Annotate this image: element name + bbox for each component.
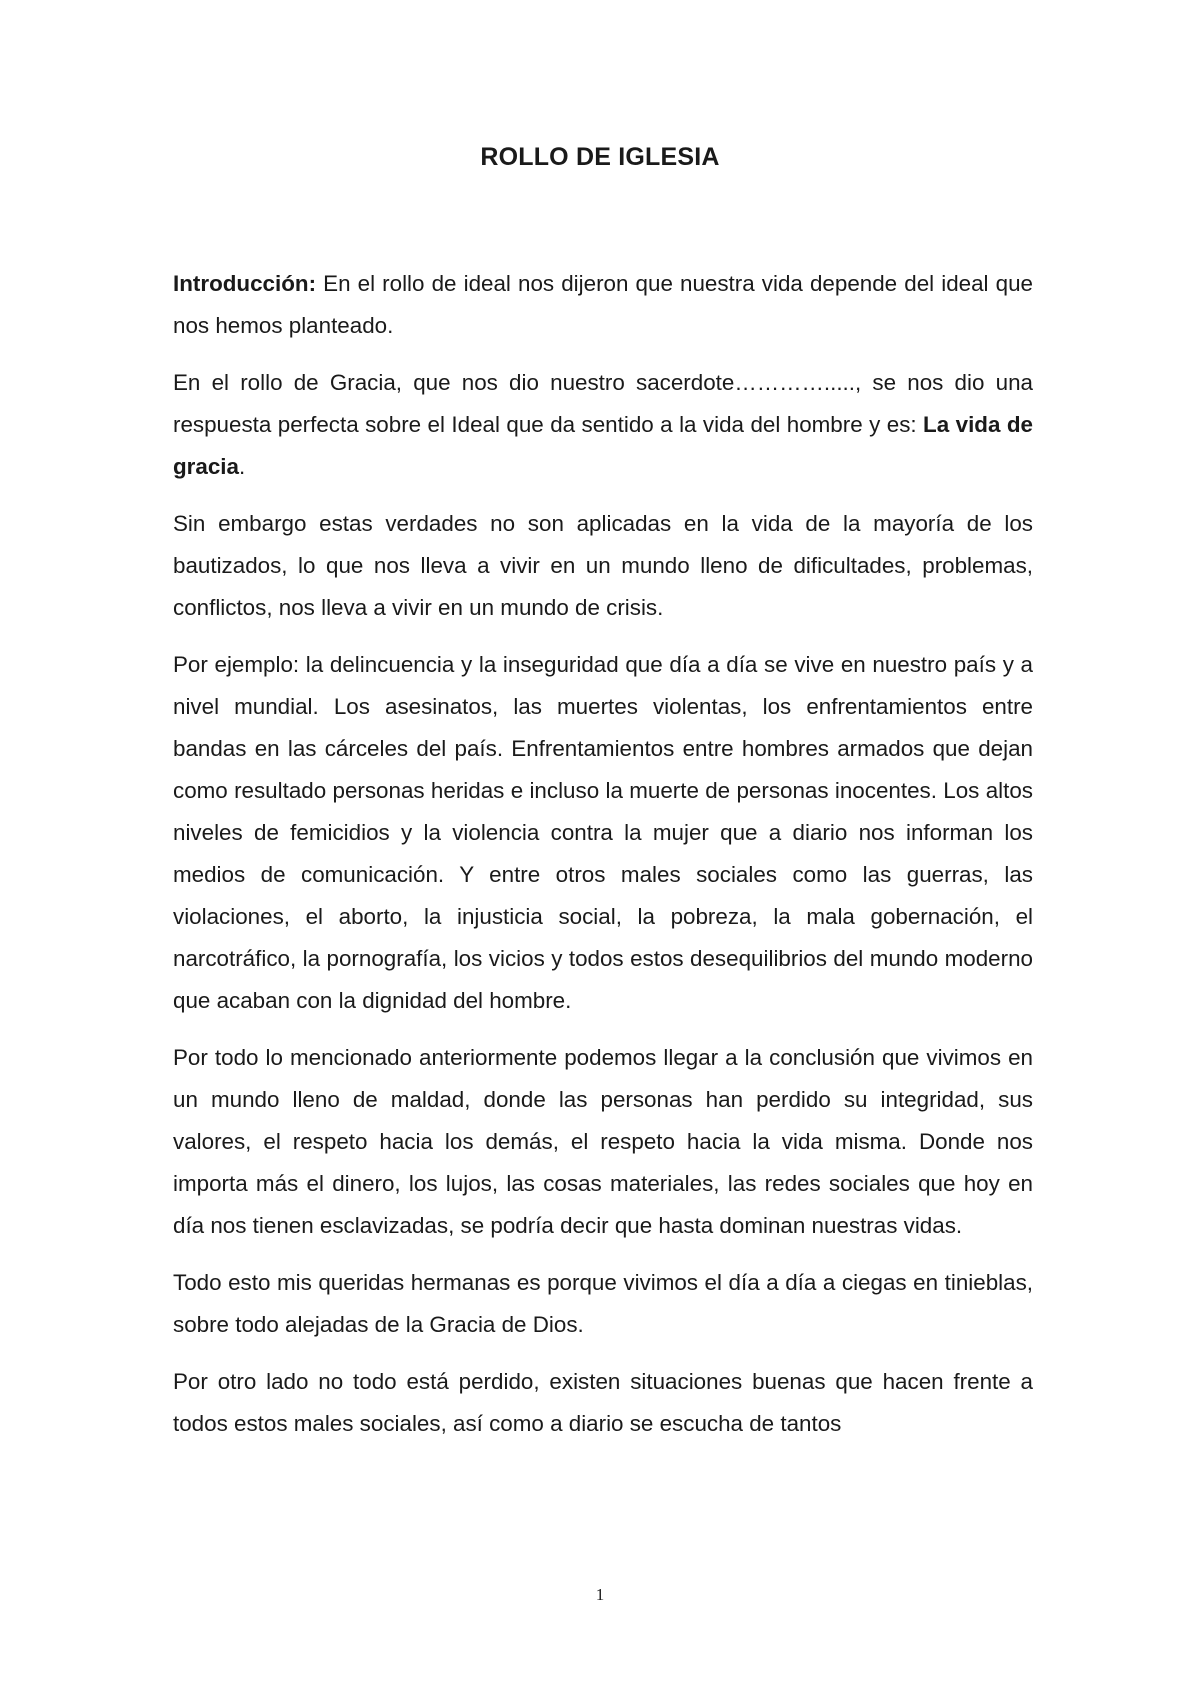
paragraph-introduction xyxy=(173,263,1033,347)
introduction-text: En el rollo de ideal nos dijeron que nuestra vida depende del ideal que nos hemos planteado. xyxy=(173,271,1033,338)
paragraph-ejemplos: Por ejemplo: la delincuencia y la inseguridad que día a día se vive en nuestro país y a nivel mundial. Los asesinatos, las muertes violentas, los enfrentamientos entre bandas en las cárceles del país. Enfrentamientos entre hombres armados que dejan como resultado personas heridas e incluso la muerte de personas inocentes. Los altos niveles de femicidios y la violencia contra la mujer que a diario nos informan los medios de comunicación. Y entre otros males sociales como las guerras, las violaciones, el aborto, la injusticia social, la pobreza, la mala gobernación, el narcotráfico, la pornografía, los vicios y todos estos desequilibrios del mundo moderno que acaban con la dignidad del hombre. xyxy=(173,652,1033,1013)
document-title: ROLLO DE IGLESIA xyxy=(480,143,720,171)
page-number: 1 xyxy=(595,1585,605,1604)
paragraph-tinieblas: Todo esto mis queridas hermanas es porque vivimos el día a día a ciegas en tinieblas, sobre todo alejadas de la Gracia de Dios. xyxy=(173,1270,1033,1337)
paragraph-conclusion: Por todo lo mencionado anteriormente podemos llegar a la conclusión que vivimos en un mundo lleno de maldad, donde las personas han perdido su integridad, sus valores, el respeto hacia los demás, el respeto hacia la vida misma. Donde nos importa más el dinero, los lujos, las cosas materiales, las redes sociales que hoy en día nos tienen esclavizadas, se podría decir que hasta dominan nuestras vidas. xyxy=(173,1045,1033,1238)
introduction-label: Introducción: xyxy=(173,271,317,296)
paragraph-crisis: Sin embargo estas verdades no son aplicadas en la vida de la mayoría de los bautizados, lo que nos lleva a vivir en un mundo lleno de dificultades, problemas, conflictos, nos lleva a vivir en un mundo de crisis. xyxy=(173,511,1033,620)
document-body xyxy=(173,263,1033,1460)
gracia-period: . xyxy=(238,454,246,479)
paragraph-gracia xyxy=(173,362,1033,488)
gracia-emphasis: La vida de gracia xyxy=(173,412,1033,479)
gracia-text: En el rollo de Gracia, que nos dio nuestro sacerdote…………....., se nos dio una respuesta perfecta sobre el Ideal que da sentido a la vida del hombre y es: xyxy=(173,370,1033,437)
paragraph-esperanza: Por otro lado no todo está perdido, existen situaciones buenas que hacen frente a todos estos males sociales, así como a diario se escucha de tantos xyxy=(173,1369,1033,1436)
